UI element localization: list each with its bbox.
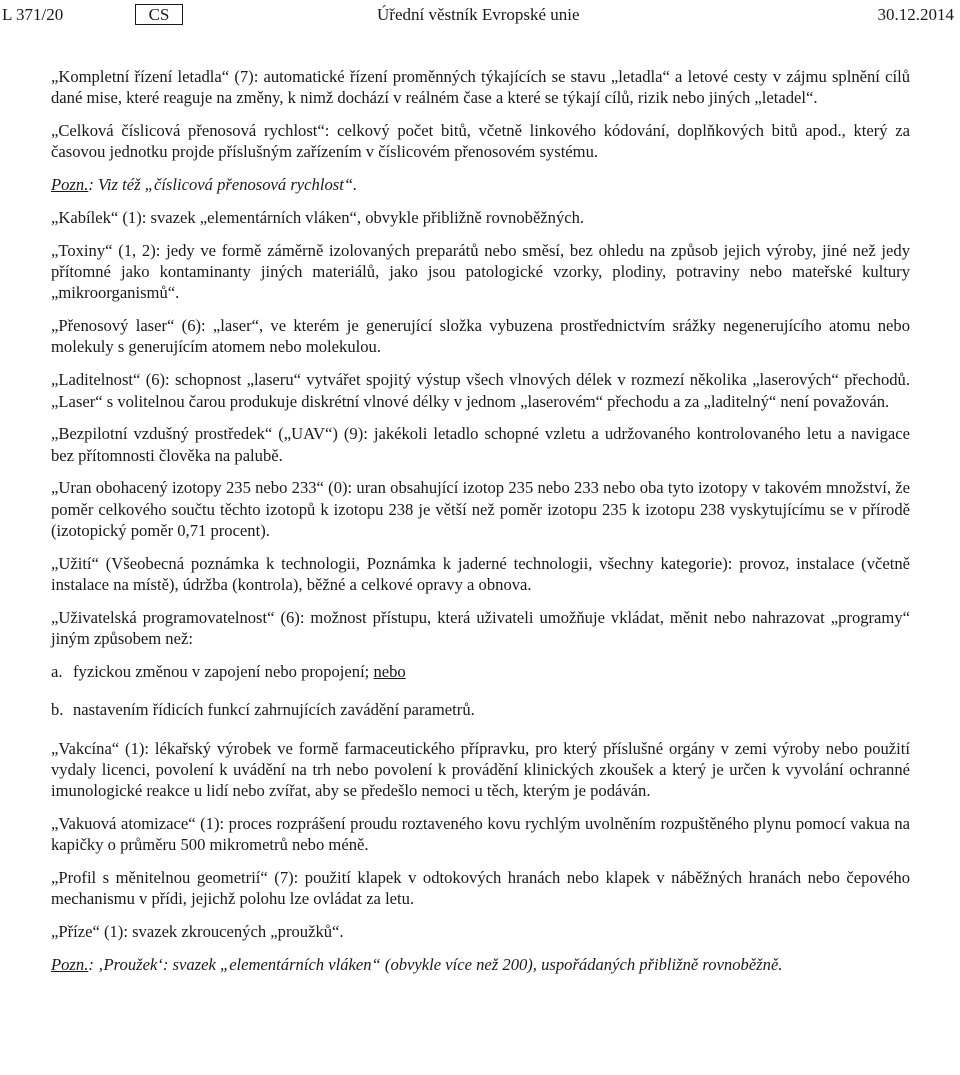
definition-complete-flight-control: „Kompletní řízení letadla“ (7): automatické řízení proměnných týkajících se stavu „letadla“ a letové cesty v zájmu splnění cílů dané mise, které reaguje na změny, k nimž dochází v reálném čase a které se týkají cílů, rizik nebo jiných „letadel“. [51,67,910,108]
definition-user-programmability: „Uživatelská programovatelnost“ (6): možnost přístupu, která uživateli umožňuje vkládat, měnit nebo nahrazovat „programy“ jiným způsobem než: [51,607,910,649]
definition-yarn: „Příze“ (1): svazek zkroucených „proužků“. [51,922,344,942]
note-label: Pozn. [51,955,89,974]
definition-tow: „Kabílek“ (1): svazek „elementárních vláken“, obvykle přibližně rovnoběžných. [51,207,585,227]
list-marker-a: a. [51,662,63,682]
publication-date: 30.12.2014 [877,5,954,24]
list-item-b [51,699,910,720]
definition-total-digital-transfer-rate: „Celková číslicová přenosová rychlost“: celkový počet bitů, včetně linkového kódování, doplňkových bitů apod., který za časovou jednotku projde příslušným zařízením v číslicovém přenosovém systému. [51,121,910,162]
list-conjunction: nebo [373,662,406,682]
definition-vaccine: „Vakcína“ (1): lékařský výrobek ve formě farmaceutického přípravku, pro který příslušné orgány v zemi výroby nebo použití vydaly licenci, povolení k uvádění na trh nebo povolení k provádění klinických zkoušek a který je určen k vyvolání ochranné imunologické reakce u lidí nebo zvířat, aby se předešlo nemoci u těch, kterým je podáván. [51,738,910,801]
document-body [51,66,910,987]
definition-vacuum-atomisation: „Vakuová atomizace“ (1): proces rozprášení proudu roztaveného kovu rychlým uvolněním rozpuštěného plynu pomocí vakua na kapičky o průměru 500 mikrometrů nebo méně. [51,814,910,855]
list-text-b: nastavením řídicích funkcí zahrnujících zavádění parametrů. [73,700,475,720]
list-item-a [51,661,910,682]
page-number: L 371/20 [2,5,64,24]
definition-tunable: „Laditelnost“ (6): schopnost „laseru“ vytvářet spojitý výstup všech vlnových délek v rozmezí několika „laserových“ přechodů. „Laser“ s volitelnou čarou produkuje diskrétní vlnové délky v jednom „laserovém“ přechodu a za „laditelný“ není považován. [51,370,910,411]
definition-enriched-uranium: „Uran obohacený izotopy 235 nebo 233“ (0): uran obsahující izotop 235 nebo 233 nebo oba tyto izotopy v takovém množství, že poměr celkového součtu těchto izotopů k izotopu 238 je větší než poměr izotopu 235 k izotopu 238 vyskytujícímu se v přírodě (izotopický poměr 0,71 procent). [51,478,910,541]
page-header [2,4,958,26]
note-text: : Viz též „číslicová přenosová rychlost“. [88,175,358,195]
definition-toxins: „Toxiny“ (1, 2): jedy ve formě záměrně izolovaných preparátů nebo směsí, bez ohledu na způsob jejich výroby, jiné než jedy přítomné jako kontaminanty jiných materiálů, jako jsou patologické vzorky, plodiny, potraviny nebo mateřské kultury „mikroorganismů“. [51,240,910,303]
note-strand [51,954,910,975]
definition-uav: „Bezpilotní vzdušný prostředek“ („UAV“) (9): jakékoli letadlo schopné vzletu a udržovaného kontrolovaného letu a navigace bez přítomnosti člověka na palubě. [51,424,910,465]
definition-transfer-laser: „Přenosový laser“ (6): „laser“, ve kterém je generující složka vybuzena prostřednictvím srážky negenerujícího atomu nebo molekuly s generujícím atomem nebo molekulou. [51,316,910,357]
note-text: : ‚Proužek‘: svazek „elementárních vláken“ (obvykle více než 200), uspořádaných přibližně rovnoběžně. [88,955,783,974]
journal-title: Úřední věstník Evropské unie [377,5,580,24]
list-marker-b: b. [51,700,64,720]
note-label: Pozn. [51,175,89,195]
definition-variable-geometry-airfoil: „Profil s měnitelnou geometrií“ (7): použití klapek v odtokových hranách nebo klapek v náběžných hranách nebo čepového mechanismu v přídi, jejichž polohu lze ovládat za letu. [51,868,910,909]
note-see-also [51,174,910,195]
language-badge: CS [135,4,183,25]
list-text-a: fyzickou změnou v zapojení nebo propojení; [73,662,370,682]
definition-use: „Užití“ (Všeobecná poznámka k technologii, Poznámka k jaderné technologii, všechny kategorie): provoz, instalace (včetně instalace na místě), údržba (kontrola), běžné a celkové opravy a obnova. [51,553,910,595]
